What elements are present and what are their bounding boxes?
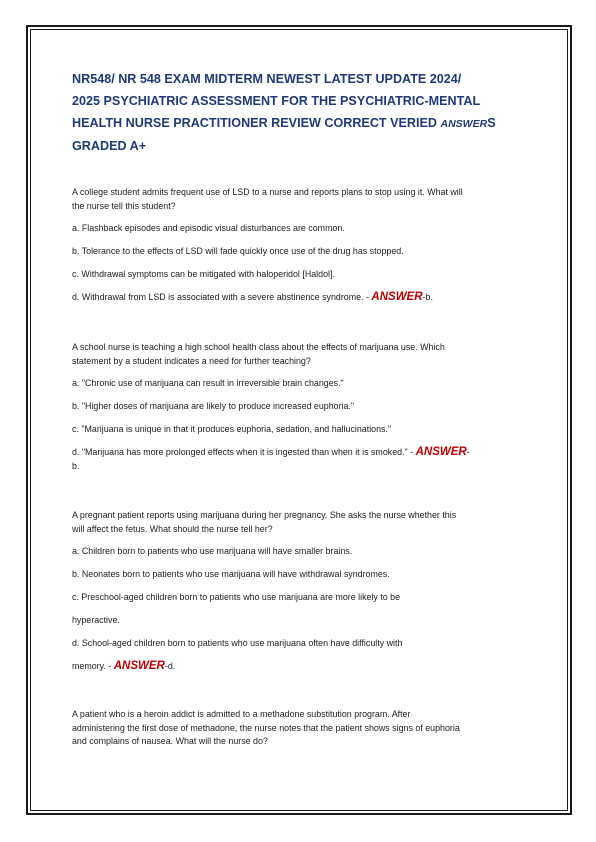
question-2-option-a: a. "Chronic use of marijuana can result in irreversible brain changes." bbox=[72, 378, 344, 388]
question-3-stem-line-2: will affect the fetus. What should the nurse tell her? bbox=[72, 523, 273, 534]
question-2 bbox=[72, 341, 528, 473]
question-1-option-c: c. Withdrawal symptoms can be mitigated with haloperidol [Haldol]. bbox=[72, 269, 335, 279]
question-2-stem-line-2: statement by a student indicates a need for further teaching? bbox=[72, 355, 311, 366]
question-4-stem-line-1: A patient who is a heroin addict is admitted to a methadone substitution program. After bbox=[72, 709, 411, 719]
question-2-option-c: c. "Marijuana is unique in that it produces euphoria, sedation, and hallucinations." bbox=[72, 424, 392, 434]
question-2-answer-label: ANSWER bbox=[415, 446, 467, 458]
question-3-option-b: b. Neonates born to patients who use marijuana will have withdrawal syndromes. bbox=[72, 569, 390, 579]
title-line-4: GRADED A+ bbox=[72, 139, 147, 153]
question-2-answer-value: b. bbox=[72, 460, 80, 471]
question-4-stem-line-2: administering the first dose of methadone, the nurse notes that the patient shows signs of euphoria bbox=[72, 722, 460, 733]
question-1-answer-value: -b. bbox=[422, 292, 433, 302]
question-2-option-d: d. "Marijuana has more prolonged effects when it is ingested than when it is smoked." - ANSWER- bbox=[72, 446, 470, 458]
question-1-stem-line-1: A college student admits frequent use of LSD to a nurse and reports plans to stop using it. What will bbox=[72, 187, 463, 197]
question-1-answer-label: ANSWER bbox=[371, 291, 423, 303]
question-1-option-d: d. Withdrawal from LSD is associated with a severe abstinence syndrome. - ANSWER-b. bbox=[72, 291, 433, 303]
question-3-answer-value: -d. bbox=[164, 661, 176, 671]
title-line-1: NR548/ NR 548 EXAM MIDTERM NEWEST LATEST UPDATE 2024/ bbox=[72, 72, 462, 86]
question-4 bbox=[72, 708, 528, 749]
question-2-option-b: b. "Higher doses of marijuana are likely to produce increased euphoria." bbox=[72, 401, 355, 411]
question-2-stem-line-1: A school nurse is teaching a high school health class about the effects of marijuana use. Which bbox=[72, 342, 445, 352]
document-title bbox=[72, 68, 528, 157]
question-1 bbox=[72, 186, 528, 305]
question-3-option-c-line-1: c. Preschool-aged children born to patients who use marijuana are more likely to be bbox=[72, 592, 401, 602]
question-1-stem-line-2: the nurse tell this student? bbox=[72, 200, 176, 211]
question-3-answer-label: ANSWER bbox=[113, 660, 165, 672]
title-answer-italic: ANSWER bbox=[440, 118, 488, 130]
question-3-option-a: a. Children born to patients who use marijuana will have smaller brains. bbox=[72, 546, 353, 556]
question-3-option-d-line-2: memory. - ANSWER-d. bbox=[72, 660, 176, 672]
question-1-option-a: a. Flashback episodes and episodic visual disturbances are common. bbox=[72, 223, 345, 233]
question-3-option-c-line-2: hyperactive. bbox=[72, 615, 120, 625]
title-line-2: 2025 PSYCHIATRIC ASSESSMENT FOR THE PSYCHIATRIC-MENTAL bbox=[72, 94, 481, 108]
question-1-option-b: b. Tolerance to the effects of LSD will fade quickly once use of the drug has stopped. bbox=[72, 246, 404, 256]
question-3 bbox=[72, 509, 528, 674]
question-4-stem-line-3: and complains of nausea. What will the nurse do? bbox=[72, 736, 268, 746]
question-3-stem-line-1: A pregnant patient reports using marijuana during her pregnancy. She asks the nurse whether this bbox=[72, 510, 457, 520]
question-3-option-d-line-1: d. School-aged children born to patients who use marijuana often have difficulty with bbox=[72, 638, 403, 648]
title-line-3: HEALTH NURSE PRACTITIONER REVIEW CORRECT VERIED ANSWERS bbox=[72, 116, 496, 130]
